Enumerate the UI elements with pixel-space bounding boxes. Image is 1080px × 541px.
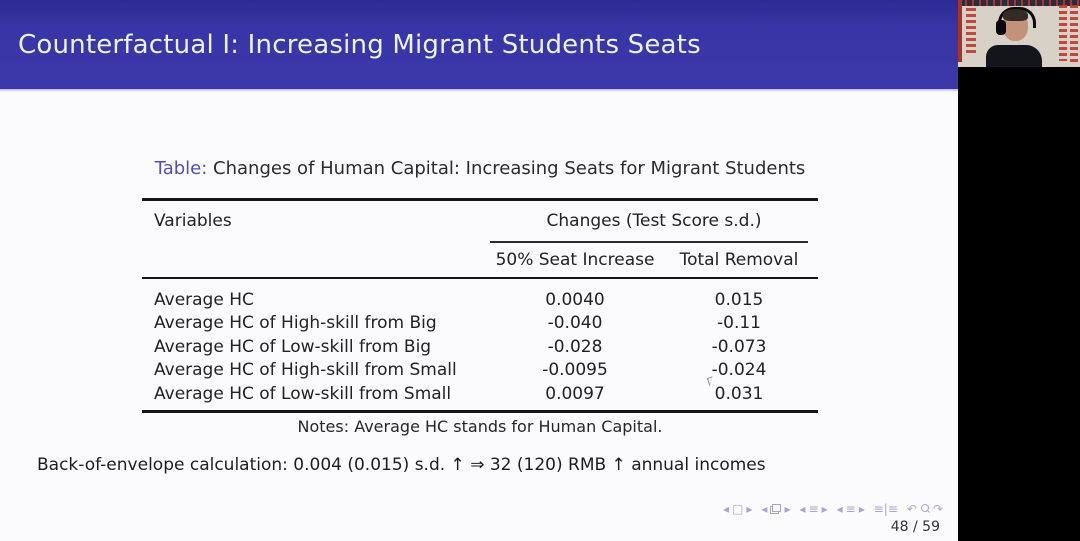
nav-history-controls[interactable] xyxy=(907,503,943,515)
results-table xyxy=(142,198,818,436)
search-icon[interactable] xyxy=(920,504,930,514)
webcam-video-tile[interactable] xyxy=(958,0,1080,67)
red-calligraphy-scroll-right xyxy=(1059,5,1067,61)
mouse-cursor xyxy=(708,377,715,387)
red-calligraphy-scroll-left xyxy=(966,8,976,55)
table-row xyxy=(142,312,818,336)
row-total-value: -0.11 xyxy=(717,313,761,334)
slide-icon[interactable]: □ xyxy=(732,502,744,516)
table-body xyxy=(142,279,818,410)
table-row xyxy=(142,288,818,312)
table-row xyxy=(142,382,818,406)
beamer-navigation-bar xyxy=(723,503,943,515)
prev-section-icon[interactable]: ◂ xyxy=(836,502,843,516)
table-header-row-1 xyxy=(142,201,818,241)
row-total-value: 0.031 xyxy=(714,383,764,404)
next-frame-icon[interactable]: ▸ xyxy=(784,502,791,516)
next-slide-icon[interactable]: ▸ xyxy=(746,502,753,516)
table-bottom-rule xyxy=(142,410,818,413)
table-caption-text: Changes of Human Capital: Increasing Seats for Migrant Students xyxy=(213,158,806,179)
row-seat-value: 0.0040 xyxy=(545,289,605,310)
nav-section-controls[interactable] xyxy=(837,503,865,515)
row-total-value: -0.024 xyxy=(711,360,767,381)
table-caption xyxy=(142,158,818,179)
speaker-hair xyxy=(1003,9,1028,21)
table-header-row-2 xyxy=(142,243,818,277)
row-seat-value: -0.0095 xyxy=(542,360,608,381)
section-icon[interactable]: ≡ xyxy=(845,502,856,516)
slide-title-bar xyxy=(0,0,958,89)
nav-frame-controls[interactable] xyxy=(761,503,790,515)
nav-subsection-controls[interactable] xyxy=(799,503,827,515)
row-seat-value: -0.028 xyxy=(547,336,603,357)
column-header-variables: Variables xyxy=(154,211,232,231)
speaker-torso xyxy=(986,45,1042,67)
next-section-icon[interactable]: ▸ xyxy=(858,502,865,516)
table-row xyxy=(142,359,818,383)
forward-icon[interactable]: ↷ xyxy=(932,502,943,516)
row-seat-value: 0.0097 xyxy=(545,383,605,404)
red-scroll-edge xyxy=(958,0,962,62)
row-variable: Average HC of Low-skill from Small xyxy=(154,383,452,404)
row-total-value: 0.015 xyxy=(714,289,764,310)
table-row xyxy=(142,335,818,359)
column-header-total-removal: Total Removal xyxy=(679,250,799,270)
row-variable: Average HC xyxy=(154,289,254,310)
page-indicator: 48 / 59 xyxy=(890,519,940,535)
slide-title: Counterfactual I: Increasing Migrant Students Seats xyxy=(18,29,701,60)
frames-icon[interactable] xyxy=(770,504,781,514)
row-total-value: -0.073 xyxy=(711,336,767,357)
nav-appendix-controls[interactable] xyxy=(874,503,898,515)
headphone-ear-cup xyxy=(996,20,1006,35)
table-caption-label: Table: xyxy=(154,158,208,179)
table-notes: Notes: Average HC stands for Human Capital. xyxy=(297,416,663,436)
back-of-envelope-note: Back-of-envelope calculation: 0.004 (0.015) s.d. ↑ ⇒ 32 (120) RMB ↑ annual incomes xyxy=(37,455,766,475)
row-variable: Average HC of High-skill from Small xyxy=(154,360,457,381)
row-seat-value: -0.040 xyxy=(547,313,603,334)
back-icon[interactable]: ↶ xyxy=(906,502,917,516)
red-calligraphy-scroll-right xyxy=(1070,5,1078,63)
next-subsection-icon[interactable]: ▸ xyxy=(821,502,828,516)
nav-slide-controls[interactable] xyxy=(723,503,752,515)
row-variable: Average HC of High-skill from Big xyxy=(154,313,437,334)
prev-slide-icon[interactable]: ◂ xyxy=(723,502,730,516)
column-header-seat-increase: 50% Seat Increase xyxy=(495,250,655,270)
row-variable: Average HC of Low-skill from Big xyxy=(154,336,432,357)
prev-frame-icon[interactable]: ◂ xyxy=(761,502,768,516)
prev-subsection-icon[interactable]: ◂ xyxy=(799,502,806,516)
appendix-icon[interactable]: ≡|≡ xyxy=(873,502,898,516)
subsection-icon[interactable]: ≡ xyxy=(808,502,819,516)
column-group-header: Changes (Test Score s.d.) xyxy=(546,211,762,231)
